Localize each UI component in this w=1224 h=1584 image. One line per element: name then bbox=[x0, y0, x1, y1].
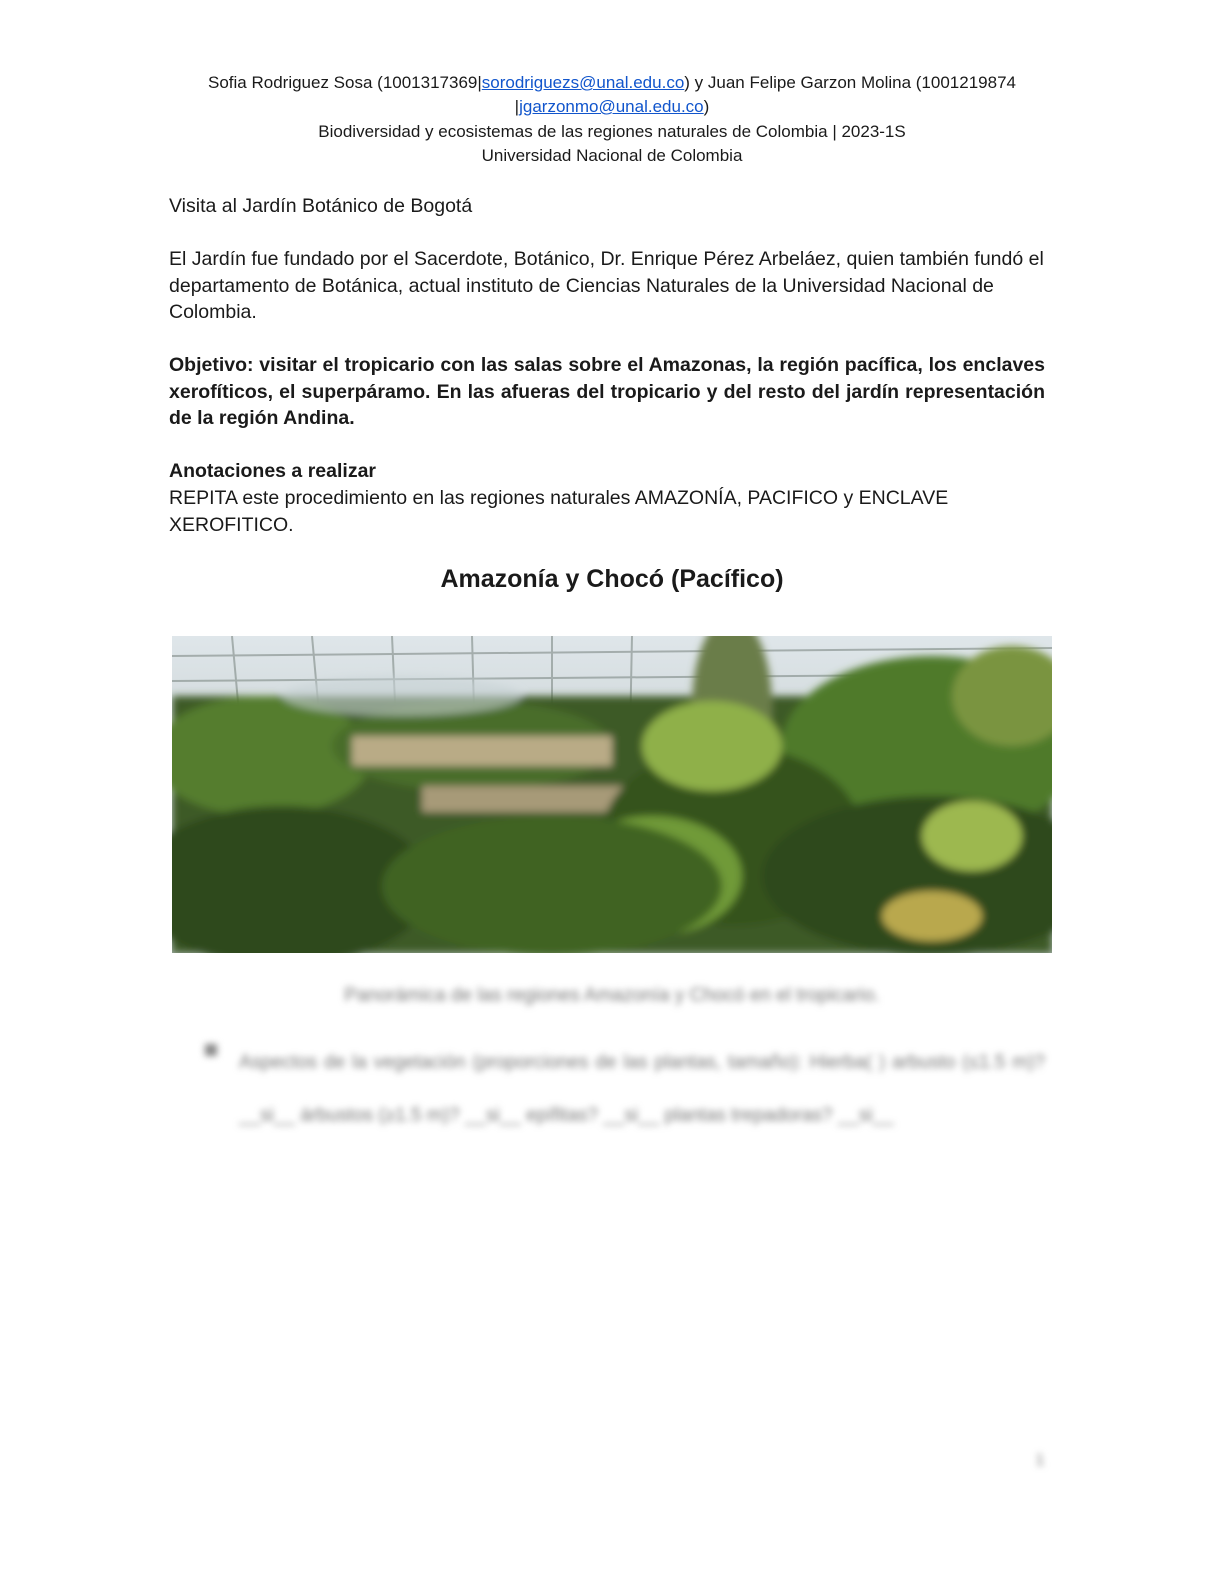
author-line bbox=[150, 71, 1074, 119]
page-number: 1 bbox=[1035, 1452, 1045, 1469]
course-line: Biodiversidad y ecosistemas de las regiones naturales de Colombia | 2023-1S bbox=[318, 122, 906, 141]
objective-paragraph: Objetivo: visitar el tropicario con las salas sobre el Amazonas, la región pacífica, los enclaves xerofíticos, el superpáramo. En las afueras del tropicario y del resto del jardín representación de la región Andina. bbox=[169, 354, 1045, 429]
email-link-2[interactable]: jgarzonmo@unal.edu.co bbox=[519, 97, 704, 116]
author-text-1: Sofia Rodriguez Sosa (1001317369| bbox=[208, 73, 482, 92]
visit-title: Visita al Jardín Botánico de Bogotá bbox=[169, 195, 473, 217]
bullet-square-icon bbox=[205, 1044, 217, 1056]
author-text-2: ) y Juan Felipe Garzon Molina (1001219874 bbox=[684, 73, 1016, 92]
vegetation-bullet: Aspectos de la vegetación (proporciones de las plantas, tamaño): Hierba( ) arbusto (≤1.5 m)? __si__ árbustos (≥1.5 m)? __si__ epífitas? __si__ plantas trepadoras? __si__ bbox=[239, 1052, 1045, 1126]
author-text-3: | bbox=[514, 97, 520, 116]
intro-paragraph: El Jardín fue fundado por el Sacerdote, Botánico, Dr. Enrique Pérez Arbeláez, quien también fundó el departamento de Botánica, actual instituto de Ciencias Naturales de la Universidad Nacional de Colombia. bbox=[169, 248, 1044, 323]
email-link-1[interactable]: sorodriguezs@unal.edu.co bbox=[481, 73, 685, 92]
annotations-body: REPITA este procedimiento en las regiones naturales AMAZONÍA, PACIFICO y ENCLAVE XEROFITICO. bbox=[169, 487, 949, 536]
annotations-heading: Anotaciones a realizar bbox=[169, 460, 376, 482]
section-title: Amazonía y Chocó (Pacífico) bbox=[440, 565, 784, 593]
university-line: Universidad Nacional de Colombia bbox=[481, 146, 743, 165]
photo-caption: Panorámica de las regiones Amazonía y Chocó en el tropicario. bbox=[344, 985, 880, 1006]
author-text-4: ) bbox=[703, 97, 710, 116]
tropicario-photo bbox=[172, 636, 1052, 953]
